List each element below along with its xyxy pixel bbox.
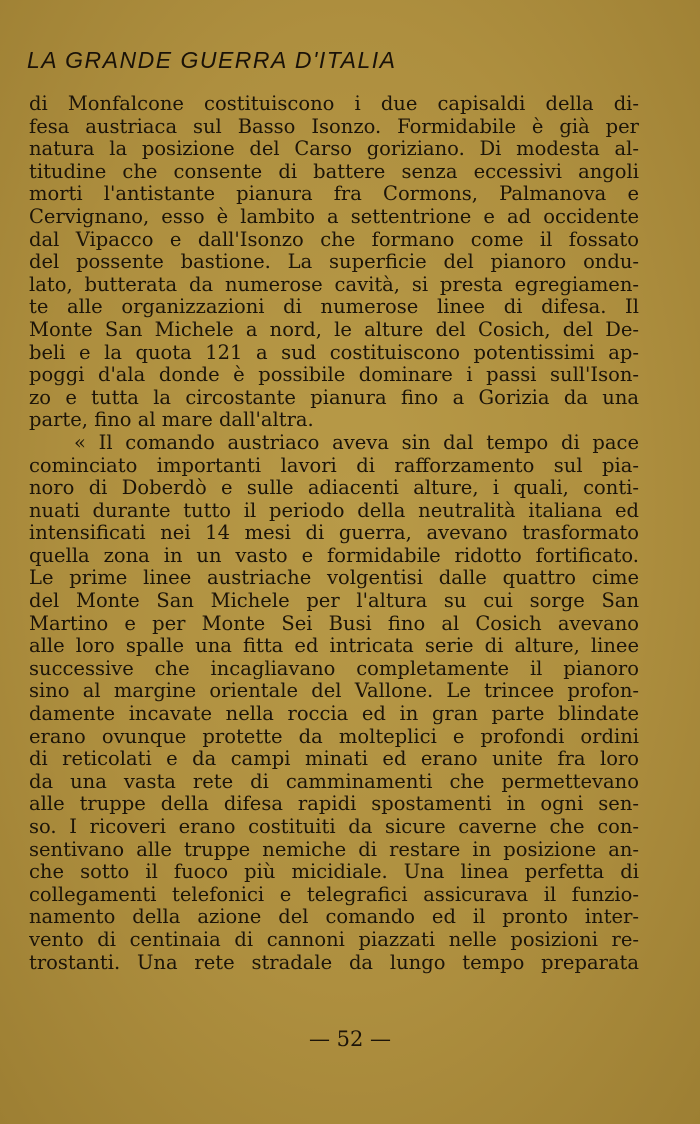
text-line: beli e la quota 121 a sud costituiscono potentissimi ap- — [29, 341, 639, 364]
body-text — [29, 93, 639, 974]
text-line: zo e tutta la circostante pianura fino a Gorizia da una — [29, 386, 639, 409]
text-line: sino al margine orientale del Vallone. Le trincee profon- — [29, 680, 639, 703]
text-line: del possente bastione. La superficie del pianoro ondu- — [29, 251, 639, 274]
text-line: damente incavate nella roccia ed in gran parte blindate — [29, 703, 639, 726]
text-line: nuati durante tutto il periodo della neutralità italiana ed — [29, 499, 639, 522]
text-line: « Il comando austriaco aveva sin dal tempo di pace — [74, 431, 639, 454]
text-line: namento della azione del comando ed il pronto inter- — [29, 906, 639, 929]
text-line: so. I ricoveri erano costituiti da sicure caverne che con- — [29, 816, 639, 838]
text-line: parte, fino al mare dall'altra. — [29, 409, 314, 432]
text-line: sentivano alle truppe nemiche di restare in posizione an- — [29, 838, 639, 861]
text-line: titudine che consente di battere senza eccessivi angoli — [29, 160, 639, 183]
running-title: LA GRANDE GUERRA D'ITALIA — [27, 47, 397, 73]
text-line: alle loro spalle una fitta ed intricata serie di alture, linee — [29, 635, 639, 658]
text-line: erano ovunque protette da molteplici e profondi ordini — [29, 725, 639, 748]
text-line: cominciato importanti lavori di rafforzamento sul pia- — [29, 454, 639, 477]
text-line: trostanti. Una rete stradale da lungo tempo preparata — [29, 951, 639, 974]
text-line: successive che incagliavano completamente il pianoro — [29, 657, 639, 680]
text-line: Cervignano, esso è lambito a settentrione e ad occidente — [29, 205, 639, 228]
text-line: dal Vipacco e dall'Isonzo che formano come il fossato — [29, 228, 639, 251]
text-line: te alle organizzazioni di numerose linee di difesa. Il — [29, 296, 639, 319]
text-line: fesa austriaca sul Basso Isonzo. Formidabile è già per — [29, 115, 639, 138]
text-line: del Monte San Michele per l'altura su cui sorge San — [29, 590, 639, 613]
paragraph — [29, 432, 639, 974]
text-line: Martino e per Monte Sei Busi fino al Cosich avevano — [29, 612, 639, 635]
text-line: quella zona in un vasto e formidabile ridotto fortificato. — [29, 544, 639, 567]
text-line: morti l'antistante pianura fra Cormons, Palmanova e — [29, 183, 639, 206]
text-line: noro di Doberdò e sulle adiacenti alture, i quali, conti- — [29, 477, 639, 500]
text-line: da una vasta rete di camminamenti che permettevano — [29, 770, 639, 793]
text-line: alle truppe della difesa rapidi spostamenti in ogni sen- — [29, 793, 639, 816]
text-line: intensificati nei 14 mesi di guerra, avevano trasformato — [29, 522, 639, 545]
page-number: — 52 — — [308, 1027, 392, 1051]
text-line: natura la posizione del Carso goriziano. Di modesta al- — [29, 138, 639, 161]
text-line: Monte San Michele a nord, le alture del Cosich, del De- — [29, 318, 639, 341]
text-line: di reticolati e da campi minati ed erano unite fra loro — [29, 748, 639, 771]
paragraph — [29, 93, 639, 432]
text-line: che sotto il fuoco più micidiale. Una linea perfetta di — [29, 861, 639, 884]
text-line: poggi d'ala donde è possibile dominare i passi sull'Ison- — [29, 364, 639, 387]
text-line: vento di centinaia di cannoni piazzati nelle posizioni re- — [29, 928, 639, 951]
text-line: Le prime linee austriache volgentisi dalle quattro cime — [29, 567, 639, 590]
text-line: lato, butterata da numerose cavità, si presta egregiamen- — [29, 273, 639, 296]
text-line: collegamenti telefonici e telegrafici assicurava il funzio- — [29, 883, 639, 906]
text-line: di Monfalcone costituiscono i due capisaldi della di- — [29, 93, 639, 115]
